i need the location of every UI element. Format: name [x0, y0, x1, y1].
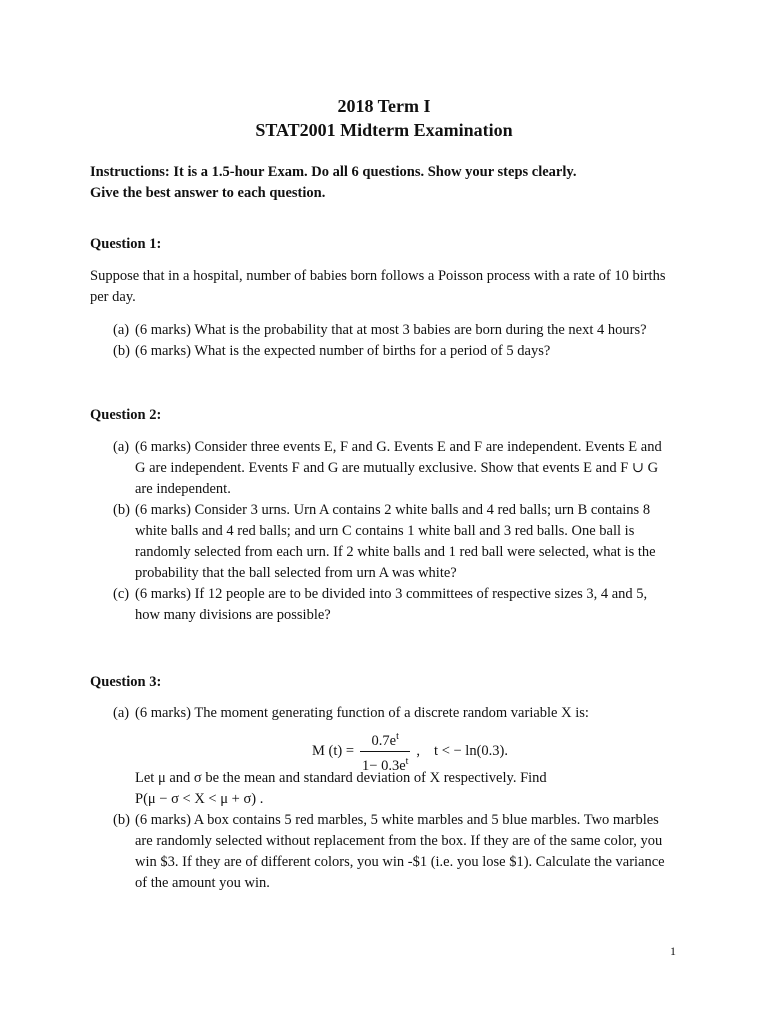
question-1-intro: Suppose that in a hospital, number of babies born follows a Poisson process with a rate of 10 births per day. [90, 268, 666, 305]
part-text: (6 marks) A box contains 5 red marbles, 5 white marbles and 5 blue marbles. Two marbles are randomly selected without replacement from the box. If they are of the same color, you win $3. If they are of different colors, you win -$1 (i.e. you lose $1). Calculate the variance of the amount you win. [135, 812, 665, 891]
question-3-part-a-intro [113, 703, 673, 724]
page-number: 1 [670, 944, 676, 958]
instructions-line-2: Give the best answer to each question. [90, 185, 326, 201]
denominator-exponent: t [405, 755, 409, 767]
question-2-part-b [113, 500, 673, 584]
part-label: (a) [113, 705, 130, 721]
part-text: (6 marks) The moment generating function of a discrete random variable X is: [135, 705, 589, 721]
part-text: (6 marks) What is the expected number of births for a period of 5 days? [135, 343, 551, 359]
part-label: (b) [113, 812, 130, 828]
question-1-heading: Question 1: [90, 236, 162, 252]
part-label: (b) [113, 502, 130, 518]
question-2-part-a [113, 437, 673, 500]
instructions [90, 162, 710, 204]
question-2-parts [113, 437, 673, 626]
numerator-exponent: t [396, 731, 399, 742]
question-1-parts [113, 320, 703, 362]
question-3-part-a [113, 703, 673, 724]
part-label: (c) [113, 586, 130, 602]
part-text: (6 marks) Consider 3 urns. Urn A contains 2 white balls and 4 red balls; urn B contains 8 white balls and 4 red balls; and urn C contains 1 white ball and 3 red balls. One ball is randomly selected from each urn. If 2 white balls and 1 red ball were selected, what is the probability that the ball selected from urn A was white? [135, 502, 656, 581]
question-3-parts [113, 768, 673, 894]
question-1-part-b [113, 341, 703, 362]
numerator-text: 0.7e [371, 732, 397, 749]
denominator-text: 1− 0.3e [362, 757, 406, 774]
part-label: (b) [113, 343, 130, 359]
question-3-heading: Question 3: [90, 674, 162, 690]
question-3-part-b [113, 810, 673, 894]
question-2-heading: Question 2: [90, 407, 162, 423]
exam-term-title: 2018 Term I [337, 96, 431, 116]
part-text-line: Let μ and σ be the mean and standard deviation of X respectively. Find [135, 770, 547, 786]
formula-lhs: M (t) = [312, 742, 355, 759]
part-label: (a) [113, 322, 130, 338]
probability-expression: P(μ − σ < X < μ + σ) . [135, 791, 264, 807]
exam-name-title: STAT2001 Midterm Examination [255, 120, 513, 140]
question-3-part-a-continued [113, 768, 673, 810]
part-text: (6 marks) What is the probability that at most 3 babies are born during the next 4 hours? [135, 322, 647, 338]
question-2-part-c [113, 584, 673, 626]
instructions-line-1: Instructions: It is a 1.5-hour Exam. Do all 6 questions. Show your steps clearly. [90, 164, 577, 180]
formula-condition: t < − ln(0.3). [434, 742, 508, 759]
part-text: (6 marks) If 12 people are to be divided into 3 committees of respective sizes 3, 4 and 5, how many divisions are possible? [135, 586, 648, 623]
formula-numerator [370, 728, 401, 751]
part-label: (a) [113, 439, 130, 455]
formula-comma: , [416, 742, 421, 759]
question-1-part-a [113, 320, 703, 341]
part-text: (6 marks) Consider three events E, F and G. Events E and F are independent. Events E and G are independent. Events F and G are mutually exclusive. Show that events E and F ∪ G are independent. [135, 439, 662, 497]
